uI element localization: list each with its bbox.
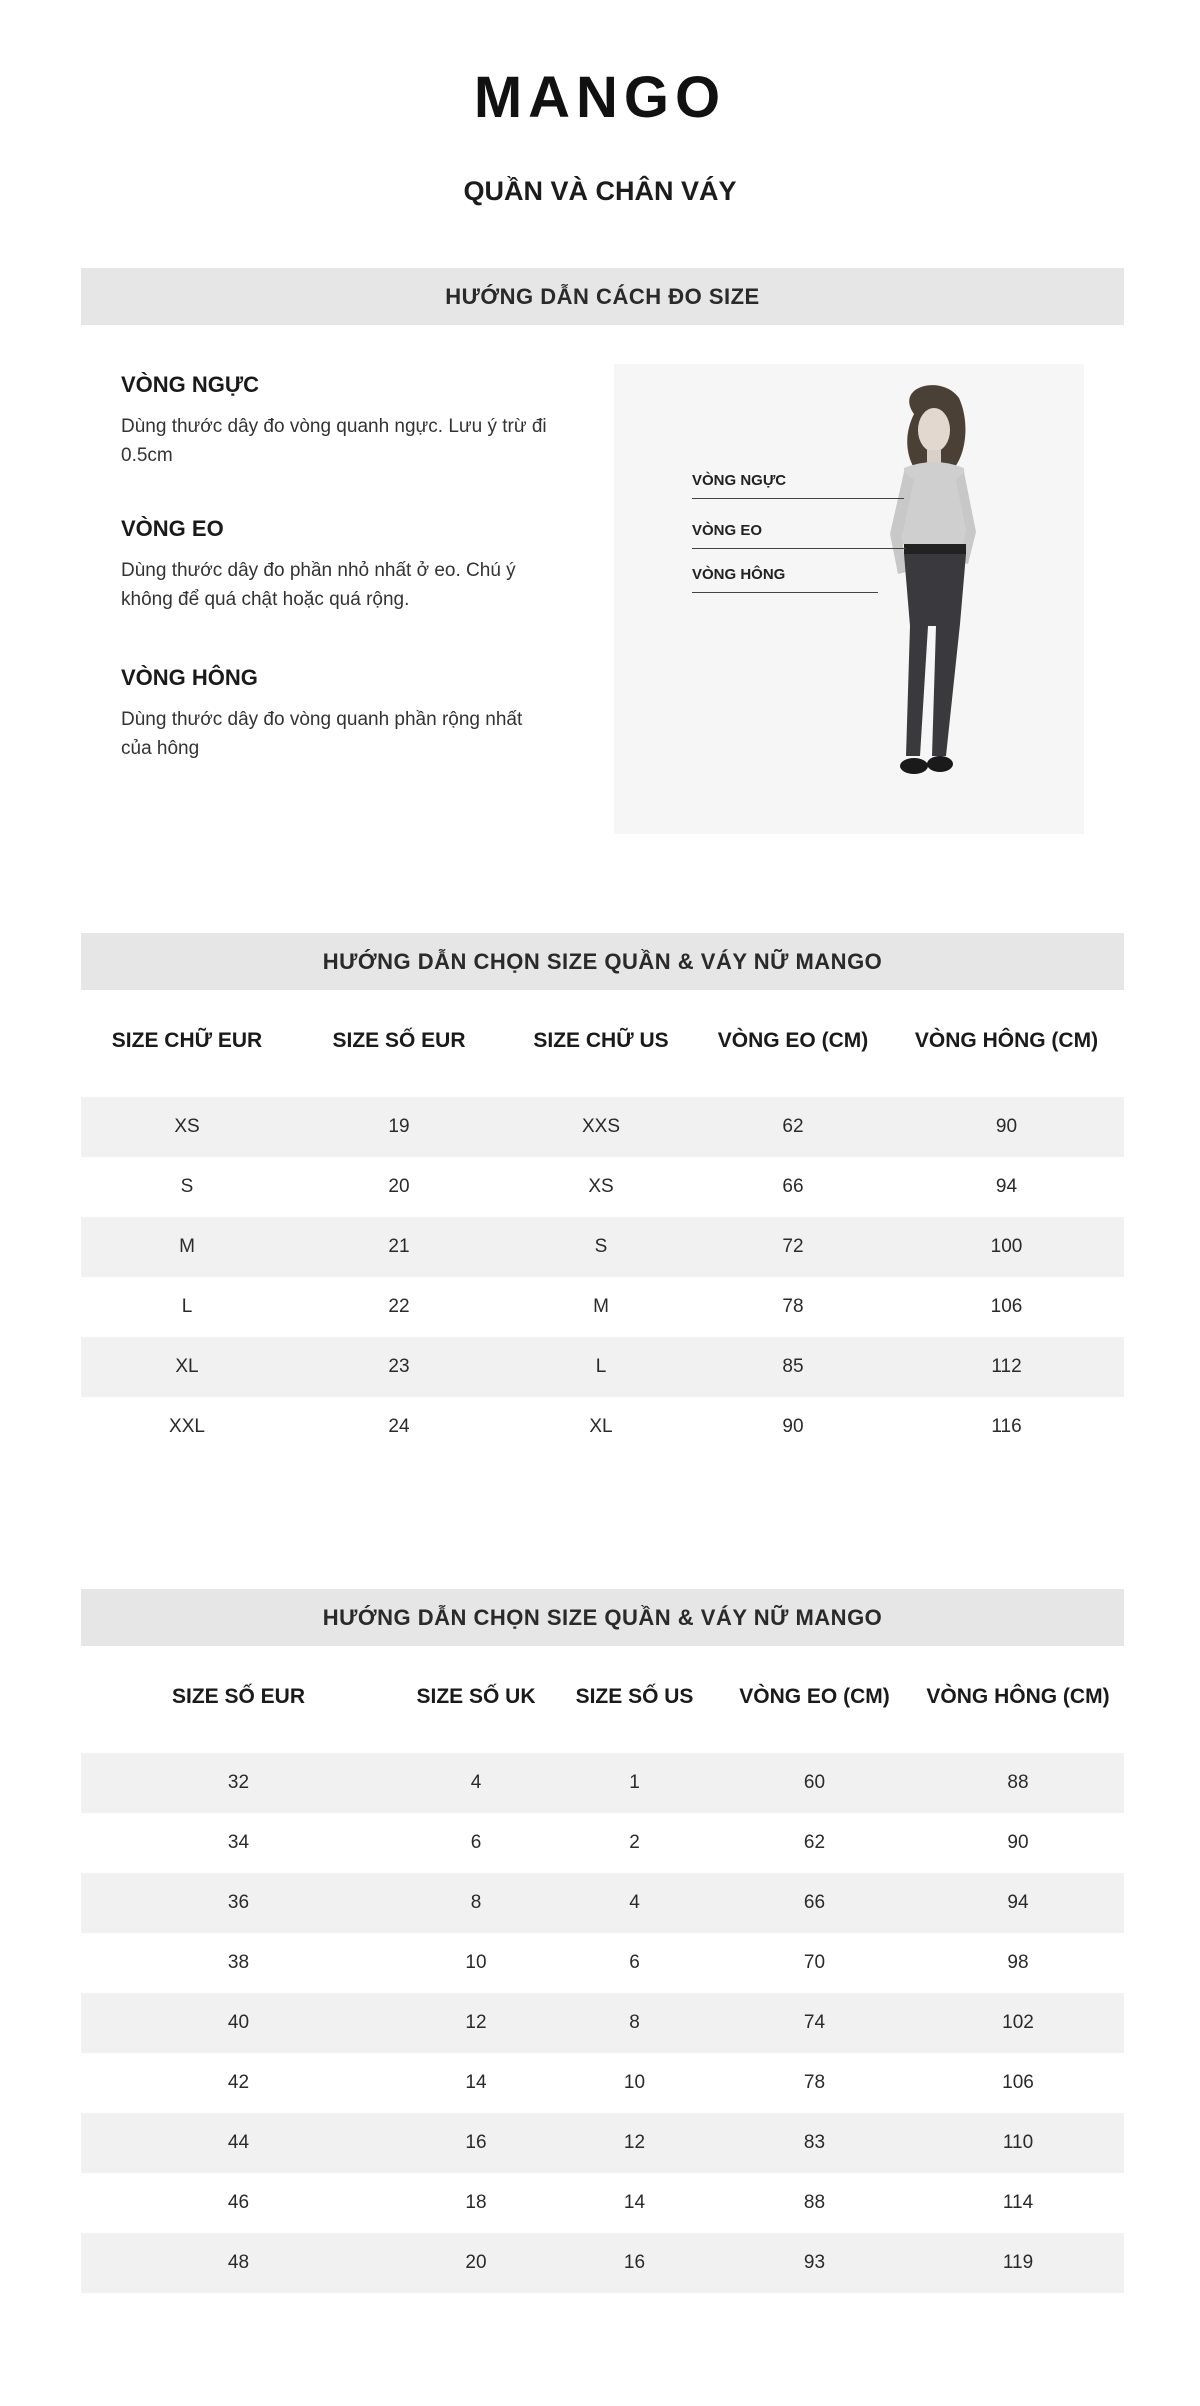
table-cell: 78: [803, 2072, 826, 2093]
table-cell: 83: [803, 2132, 826, 2153]
table-cell: 62: [782, 1116, 804, 1137]
table-cell: 106: [990, 1296, 1023, 1317]
measure-item-chest: [121, 372, 551, 470]
table-row: [81, 2053, 1124, 2113]
table-cell: 21: [388, 1236, 410, 1257]
table-cell: 102: [1002, 2012, 1034, 2033]
table-cell: 10: [623, 2072, 646, 2093]
table-cell: M: [179, 1236, 195, 1257]
table-cell: 112: [991, 1356, 1022, 1377]
column-header: VÒNG HÔNG (CM): [914, 1029, 1099, 1052]
table-cell: 12: [623, 2132, 646, 2153]
column-header: SIZE CHỮ EUR: [111, 1029, 263, 1052]
measure-item-hip: [121, 665, 551, 763]
measure-desc: Dùng thước dây đo vòng quanh phần rộng nhất của hông: [121, 709, 523, 759]
table-cell: 4: [629, 1892, 640, 1913]
table-cell: 88: [803, 2192, 826, 2213]
table-row: [81, 1217, 1124, 1277]
table-cell: XS: [174, 1116, 200, 1137]
table-cell: 100: [990, 1236, 1023, 1257]
photo-line-chest: [692, 498, 904, 499]
table-row: [81, 1397, 1124, 1457]
table-cell: 85: [782, 1356, 804, 1377]
table-cell: 119: [1002, 2252, 1034, 2273]
table-cell: 88: [1007, 1772, 1029, 1793]
table-cell: 94: [1007, 1892, 1029, 1913]
table-cell: 20: [465, 2252, 487, 2273]
table-cell: 6: [629, 1952, 640, 1973]
table-cell: S: [594, 1236, 608, 1257]
table-cell: 18: [465, 2192, 487, 2213]
table-cell: 46: [227, 2192, 250, 2213]
table-cell: L: [181, 1296, 193, 1317]
model-figure-illustration: [614, 364, 1084, 834]
column-header: SIZE SỐ UK: [416, 1685, 536, 1708]
size-table-2-heading: HƯỚNG DẪN CHỌN SIZE QUẦN & VÁY NỮ MANGO: [81, 1589, 1124, 1646]
table-cell: 72: [782, 1236, 804, 1257]
column-header: VÒNG EO (CM): [717, 1029, 869, 1052]
column-header: SIZE CHỮ US: [533, 1029, 669, 1052]
table-row: [81, 1933, 1124, 1993]
table-cell: 70: [803, 1952, 826, 1973]
table-cell: 16: [465, 2132, 487, 2153]
measure-desc: Dùng thước dây đo phần nhỏ nhất ở eo. Chú ý không để quá chật hoặc quá rộng.: [121, 560, 516, 610]
table-row: [81, 2173, 1124, 2233]
table-body: [81, 1097, 1124, 1457]
table-cell: 23: [388, 1356, 410, 1377]
column-header: SIZE SỐ US: [575, 1685, 694, 1708]
table-cell: XXS: [581, 1116, 621, 1137]
table-cell: 24: [388, 1416, 410, 1437]
table-row: [81, 2233, 1124, 2293]
table-row: [81, 1097, 1124, 1157]
table-cell: 60: [803, 1772, 826, 1793]
table-cell: 62: [803, 1832, 826, 1853]
table-cell: 48: [227, 2252, 250, 2273]
photo-label-waist: VÒNG EO: [692, 522, 763, 539]
photo-line-waist: [692, 548, 906, 549]
column-header: SIZE SỐ EUR: [332, 1029, 466, 1052]
measure-title: VÒNG EO: [121, 516, 224, 541]
measure-item-waist: [121, 516, 551, 614]
table-row: [81, 1993, 1124, 2053]
table-row: [81, 2113, 1124, 2173]
table-cell: 8: [470, 1892, 482, 1913]
table-cell: XL: [589, 1416, 613, 1437]
table-cell: 44: [227, 2132, 250, 2153]
size-table-2: [81, 1667, 1124, 2293]
size-table-1-heading: HƯỚNG DẪN CHỌN SIZE QUẦN & VÁY NỮ MANGO: [81, 933, 1124, 990]
brand-logo: MANGO: [473, 65, 727, 130]
table-cell: S: [180, 1176, 194, 1197]
table-cell: 90: [995, 1116, 1018, 1137]
table-cell: 106: [1002, 2072, 1034, 2093]
table-cell: 110: [1002, 2132, 1034, 2153]
table-cell: 16: [623, 2252, 646, 2273]
table-cell: 38: [227, 1952, 250, 1973]
table-cell: 66: [803, 1892, 826, 1913]
table-cell: 1: [629, 1772, 640, 1793]
table-cell: 14: [465, 2072, 487, 2093]
table-cell: XS: [588, 1176, 614, 1197]
table-cell: XL: [175, 1356, 199, 1377]
table-cell: 8: [629, 2012, 640, 2033]
size-table-1: [81, 1011, 1124, 1457]
measure-desc: Dùng thước dây đo vòng quanh ngực. Lưu ý trừ đi 0.5cm: [121, 416, 547, 466]
table-cell: 78: [782, 1296, 804, 1317]
table-cell: 40: [227, 2012, 250, 2033]
table-row: [81, 1813, 1124, 1873]
column-header: VÒNG HÔNG (CM): [926, 1685, 1110, 1708]
measure-title: VÒNG NGỰC: [121, 372, 260, 397]
table-cell: 20: [388, 1176, 410, 1197]
table-cell: 93: [803, 2252, 826, 2273]
column-header: VÒNG EO (CM): [739, 1685, 890, 1708]
table-cell: 94: [995, 1176, 1018, 1197]
table-body: [81, 1753, 1124, 2293]
table-row: [81, 1873, 1124, 1933]
table-cell: 14: [623, 2192, 646, 2213]
photo-label-hip: VÒNG HÔNG: [692, 566, 786, 583]
table-row: [81, 1337, 1124, 1397]
table-cell: L: [595, 1356, 607, 1377]
column-header: SIZE SỐ EUR: [171, 1685, 306, 1708]
table-cell: 34: [227, 1832, 250, 1853]
table-cell: XXL: [169, 1416, 205, 1437]
table-cell: 22: [388, 1296, 410, 1317]
table-cell: 116: [991, 1416, 1022, 1437]
table-cell: 4: [470, 1772, 482, 1793]
table-cell: 114: [1002, 2192, 1034, 2213]
page-title: QUẦN VÀ CHÂN VÁY: [463, 176, 737, 206]
photo-line-hip: [692, 592, 878, 593]
table-header-row: [81, 1667, 1124, 1727]
measure-title: VÒNG HÔNG: [121, 665, 258, 690]
table-cell: 32: [227, 1772, 250, 1793]
table-cell: 19: [388, 1116, 410, 1137]
measure-guide-heading: HƯỚNG DẪN CÁCH ĐO SIZE: [81, 268, 1124, 325]
model-photo: [614, 364, 1084, 834]
table-row: [81, 1277, 1124, 1337]
table-header-row: [81, 1011, 1124, 1071]
table-cell: 98: [1007, 1952, 1029, 1973]
table-row: [81, 1753, 1124, 1813]
table-cell: 42: [227, 2072, 250, 2093]
table-row: [81, 1157, 1124, 1217]
table-cell: 2: [629, 1832, 640, 1853]
photo-label-chest: VÒNG NGỰC: [692, 472, 787, 489]
table-cell: 90: [1007, 1832, 1029, 1853]
table-cell: 90: [782, 1416, 804, 1437]
table-cell: 74: [803, 2012, 826, 2033]
table-cell: 36: [227, 1892, 250, 1913]
table-cell: M: [593, 1296, 609, 1317]
table-cell: 12: [465, 2012, 487, 2033]
table-cell: 66: [782, 1176, 804, 1197]
table-cell: 6: [470, 1832, 482, 1853]
table-cell: 10: [465, 1952, 487, 1973]
